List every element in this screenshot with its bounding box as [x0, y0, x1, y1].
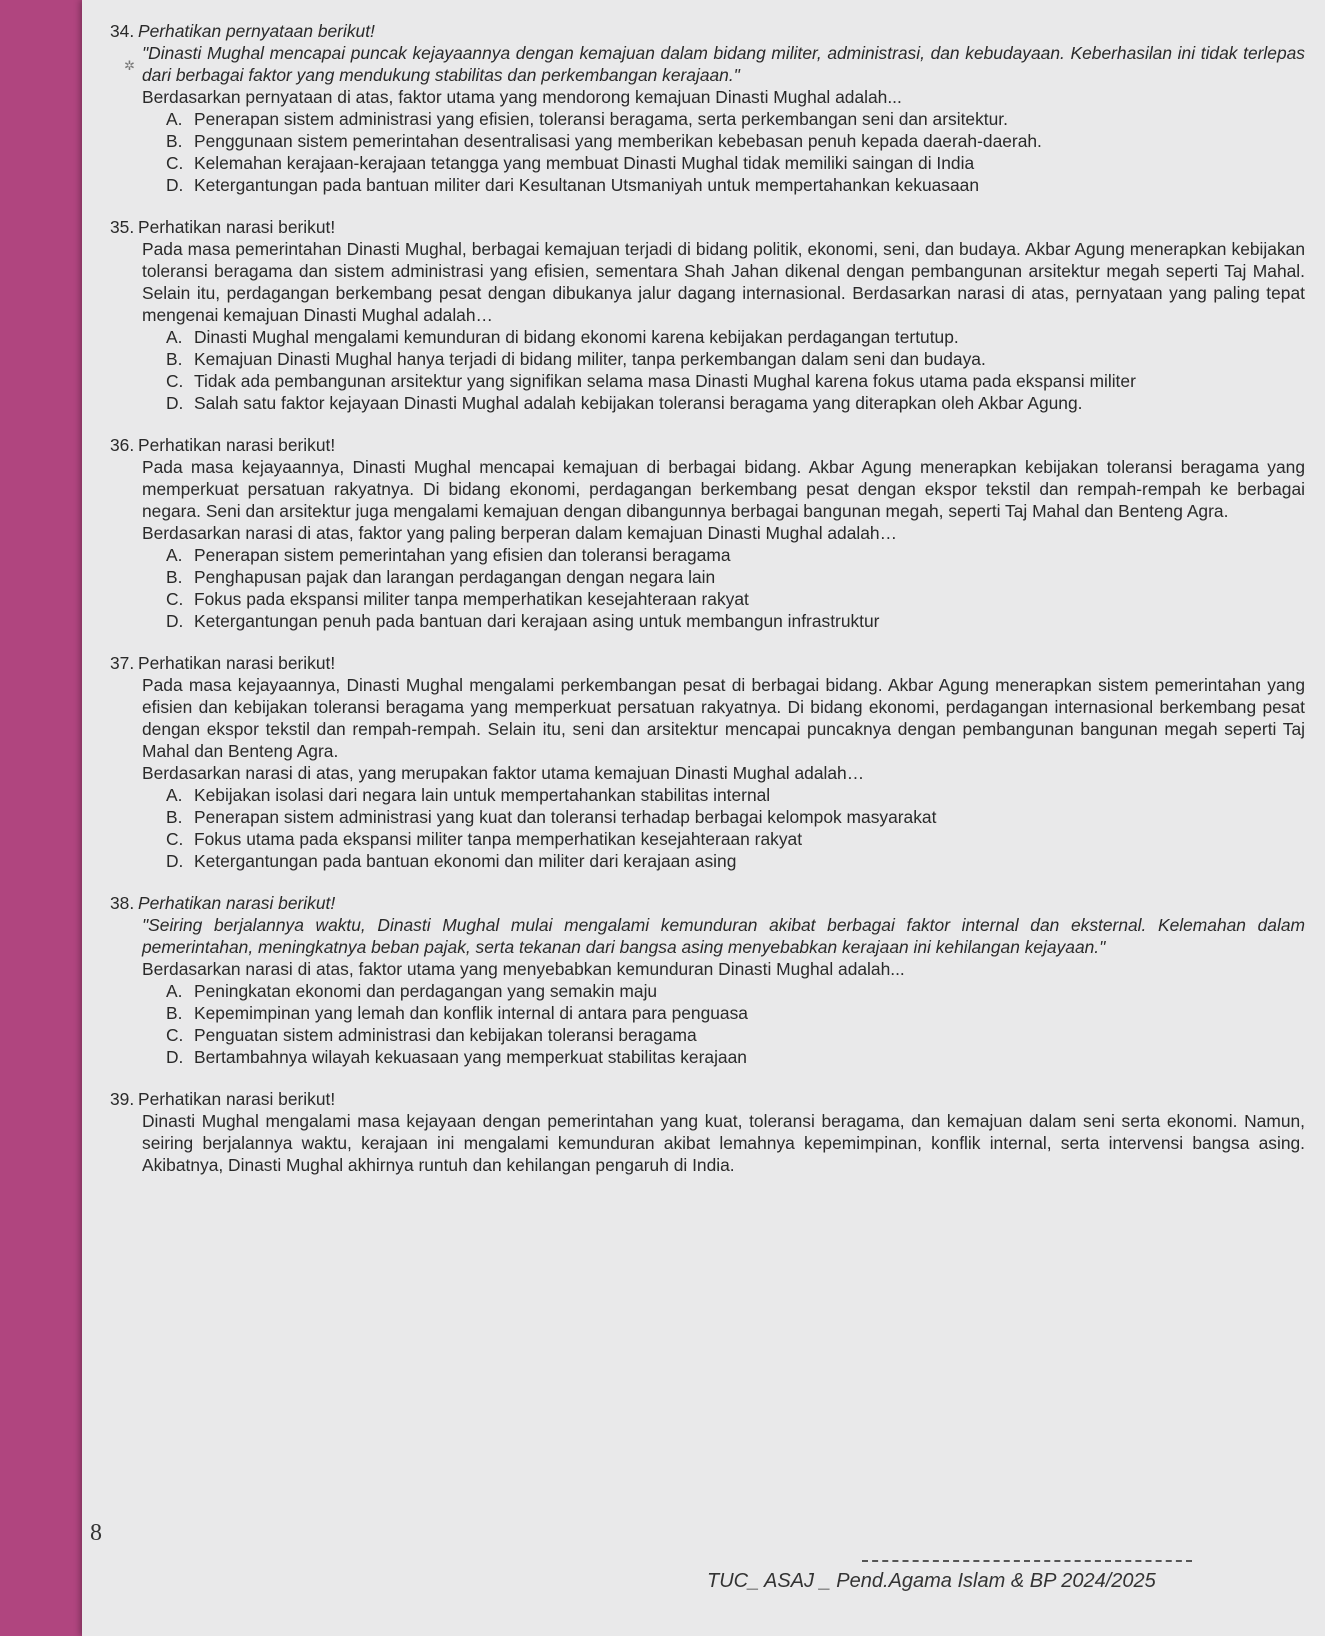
option-text: Fokus pada ekspansi militer tanpa memperhatikan kesejahteraan rakyat	[194, 589, 749, 609]
option-letter: A.	[166, 327, 183, 347]
option-text: Fokus utama pada ekspansi militer tanpa memperhatikan kesejahteraan rakyat	[194, 829, 803, 849]
question-title: Perhatikan narasi berikut!	[138, 893, 336, 913]
option-list	[142, 980, 1305, 1068]
question-37	[110, 652, 1305, 872]
question-narrative: "Dinasti Mughal mencapai puncak kejayaannya dengan kemajuan dalam bidang militer, administrasi, dan kebudayaan. Keberhasilan ini tidak terlepas dari berbagai faktor yang mendukung stabilitas dan perkembangan kerajaan."	[142, 43, 1305, 85]
option-letter: C.	[166, 589, 184, 609]
smudge-mark: ✲	[124, 58, 135, 73]
option-letter: C.	[166, 829, 184, 849]
question-stem: Berdasarkan pernyataan di atas, faktor utama yang mendorong kemajuan Dinasti Mughal adalah...	[142, 87, 902, 107]
option-a[interactable]	[166, 980, 1305, 1002]
option-letter: D.	[166, 851, 184, 871]
option-letter: A.	[166, 545, 183, 565]
option-c[interactable]	[166, 828, 1305, 850]
question-34	[110, 20, 1305, 196]
question-number: 35.	[110, 217, 135, 237]
option-text: Ketergantungan pada bantuan ekonomi dan militer dari kerajaan asing	[194, 851, 737, 871]
question-stem: Berdasarkan narasi di atas, yang merupakan faktor utama kemajuan Dinasti Mughal adalah…	[142, 763, 865, 783]
option-letter: C.	[166, 1025, 184, 1045]
option-text: Bertambahnya wilayah kekuasaan yang memperkuat stabilitas kerajaan	[194, 1047, 747, 1067]
option-letter: C.	[166, 153, 184, 173]
question-list	[110, 20, 1305, 1196]
option-text: Tidak ada pembangunan arsitektur yang signifikan selama masa Dinasti Mughal karena fokus utama pada ekspansi militer	[194, 371, 1136, 391]
option-letter: D.	[166, 175, 184, 195]
option-letter: A.	[166, 785, 183, 805]
option-letter: B.	[166, 131, 183, 151]
question-36	[110, 434, 1305, 632]
option-letter: B.	[166, 1003, 183, 1023]
question-stem: Berdasarkan narasi di atas, faktor yang paling berperan dalam kemajuan Dinasti Mughal adalah…	[142, 523, 897, 543]
option-a[interactable]	[166, 544, 1305, 566]
question-title: Perhatikan narasi berikut!	[138, 1089, 336, 1109]
question-39	[110, 1088, 1305, 1176]
option-text: Penerapan sistem pemerintahan yang efisien dan toleransi beragama	[194, 545, 731, 565]
option-text: Kebijakan isolasi dari negara lain untuk mempertahankan stabilitas internal	[194, 785, 771, 805]
option-list	[142, 108, 1305, 196]
option-a[interactable]	[166, 326, 1305, 348]
footer-divider	[862, 1560, 1192, 1562]
question-number: 34.	[110, 21, 135, 41]
question-narrative: Pada masa kejayaannya, Dinasti Mughal mengalami perkembangan pesat di berbagai bidang. Akbar Agung menerapkan sistem pemerintahan yang efisien dan kebijakan toleransi beragama yang memperkuat persatuan rakyatnya. Di bidang ekonomi, perdagangan internasional berkembang pesat dengan ekspor tekstil dan rempah-rempah. Selain itu, seni dan arsitektur mencapai puncaknya dengan pembangunan bangunan megah seperti Taj Mahal dan Benteng Agra.	[142, 675, 1305, 761]
option-a[interactable]	[166, 784, 1305, 806]
option-text: Salah satu faktor kejayaan Dinasti Mughal adalah kebijakan toleransi beragama yang diterapkan oleh Akbar Agung.	[194, 393, 1083, 413]
option-list	[142, 326, 1305, 414]
option-letter: B.	[166, 807, 183, 827]
question-38	[110, 892, 1305, 1068]
option-b[interactable]	[166, 348, 1305, 370]
option-text: Kelemahan kerajaan-kerajaan tetangga yang membuat Dinasti Mughal tidak memiliki saingan di India	[194, 153, 975, 173]
option-a[interactable]	[166, 108, 1305, 130]
option-b[interactable]	[166, 1002, 1305, 1024]
question-35	[110, 216, 1305, 414]
exam-page	[82, 0, 1325, 1636]
option-b[interactable]	[166, 566, 1305, 588]
question-title: Perhatikan narasi berikut!	[138, 653, 336, 673]
question-stem: Berdasarkan narasi di atas, faktor utama yang menyebabkan kemunduran Dinasti Mughal adalah...	[142, 959, 905, 979]
option-letter: B.	[166, 349, 183, 369]
option-text: Penerapan sistem administrasi yang kuat dan toleransi terhadap berbagai kelompok masyarakat	[194, 807, 937, 827]
question-narrative: Pada masa kejayaannya, Dinasti Mughal mencapai kemajuan di berbagai bidang. Akbar Agung menerapkan kebijakan toleransi beragama yang memperkuat persatuan rakyatnya. Di bidang ekonomi, perdagangan berkembang pesat dengan ekspor tekstil dan rempah-rempah ke berbagai negara. Seni dan arsitektur juga mengalami kemajuan dengan dibangunnya berbagai bangunan megah, seperti Taj Mahal dan Benteng Agra.	[142, 457, 1305, 521]
option-d[interactable]	[166, 174, 1305, 196]
option-c[interactable]	[166, 370, 1305, 392]
question-title: Perhatikan narasi berikut!	[138, 435, 336, 455]
question-title: Perhatikan pernyataan berikut!	[138, 21, 375, 41]
option-d[interactable]	[166, 610, 1305, 632]
option-text: Penguatan sistem administrasi dan kebijakan toleransi beragama	[194, 1025, 697, 1045]
option-d[interactable]	[166, 850, 1305, 872]
option-d[interactable]	[166, 392, 1305, 414]
option-letter: A.	[166, 109, 183, 129]
page-number: 8	[90, 1520, 102, 1546]
question-title: Perhatikan narasi berikut!	[138, 217, 336, 237]
question-number: 36.	[110, 435, 135, 455]
option-list	[142, 784, 1305, 872]
question-narrative: "Seiring berjalannya waktu, Dinasti Mughal mulai mengalami kemunduran akibat berbagai faktor internal dan eksternal. Kelemahan dalam pemerintahan, meningkatnya beban pajak, serta tekanan dari bangsa asing menyebabkan kerajaan ini kehilangan kejayaan."	[142, 915, 1305, 957]
option-letter: A.	[166, 981, 183, 1001]
option-c[interactable]	[166, 1024, 1305, 1046]
question-narrative: Dinasti Mughal mengalami masa kejayaan dengan pemerintahan yang kuat, toleransi beragama, dan kemajuan dalam seni serta ekonomi. Namun, seiring berjalannya waktu, kerajaan ini mengalami kemunduran akibat lemahnya kepemimpinan, konflik internal, serta intervensi bangsa asing. Akibatnya, Dinasti Mughal akhirnya runtuh dan kehilangan pengaruh di India.	[142, 1111, 1305, 1175]
question-number: 38.	[110, 893, 135, 913]
option-list	[142, 544, 1305, 632]
option-text: Penggunaan sistem pemerintahan desentralisasi yang memberikan kebebasan penuh kepada daerah-daerah.	[194, 131, 1042, 151]
question-number: 39.	[110, 1089, 135, 1109]
option-text: Kepemimpinan yang lemah dan konflik internal di antara para penguasa	[194, 1003, 748, 1023]
option-c[interactable]	[166, 588, 1305, 610]
option-text: Penghapusan pajak dan larangan perdagangan dengan negara lain	[194, 567, 716, 587]
option-b[interactable]	[166, 806, 1305, 828]
option-text: Penerapan sistem administrasi yang efisien, toleransi beragama, serta perkembangan seni dan arsitektur.	[194, 109, 1008, 129]
option-text: Dinasti Mughal mengalami kemunduran di bidang ekonomi karena kebijakan perdagangan tertutup.	[194, 327, 959, 347]
option-c[interactable]	[166, 152, 1305, 174]
option-text: Kemajuan Dinasti Mughal hanya terjadi di bidang militer, tanpa perkembangan dalam seni dan budaya.	[194, 349, 986, 369]
option-text: Ketergantungan pada bantuan militer dari Kesultanan Utsmaniyah untuk mempertahankan kekuasaan	[194, 175, 980, 195]
footer-text: TUC_ ASAJ _ Pend.Agama Islam & BP 2024/2025	[707, 1570, 1156, 1592]
option-text: Peningkatan ekonomi dan perdagangan yang semakin maju	[194, 981, 658, 1001]
option-letter: C.	[166, 371, 184, 391]
question-narrative: Pada masa pemerintahan Dinasti Mughal, berbagai kemajuan terjadi di bidang politik, ekonomi, seni, dan budaya. Akbar Agung menerapkan kebijakan toleransi beragama dan sistem administrasi yang efisien, sementara Shah Jahan dikenal dengan pembangunan arsitektur megah seperti Taj Mahal. Selain itu, perdagangan berkembang pesat dengan dibukanya jalur dagang internasional. Berdasarkan narasi di atas, pernyataan yang paling tepat mengenai kemajuan Dinasti Mughal adalah…	[142, 239, 1305, 325]
question-number: 37.	[110, 653, 135, 673]
option-letter: B.	[166, 567, 183, 587]
option-letter: D.	[166, 393, 184, 413]
option-text: Ketergantungan penuh pada bantuan dari kerajaan asing untuk membangun infrastruktur	[194, 611, 880, 631]
option-letter: D.	[166, 611, 184, 631]
option-b[interactable]	[166, 130, 1305, 152]
option-d[interactable]	[166, 1046, 1305, 1068]
option-letter: D.	[166, 1047, 184, 1067]
